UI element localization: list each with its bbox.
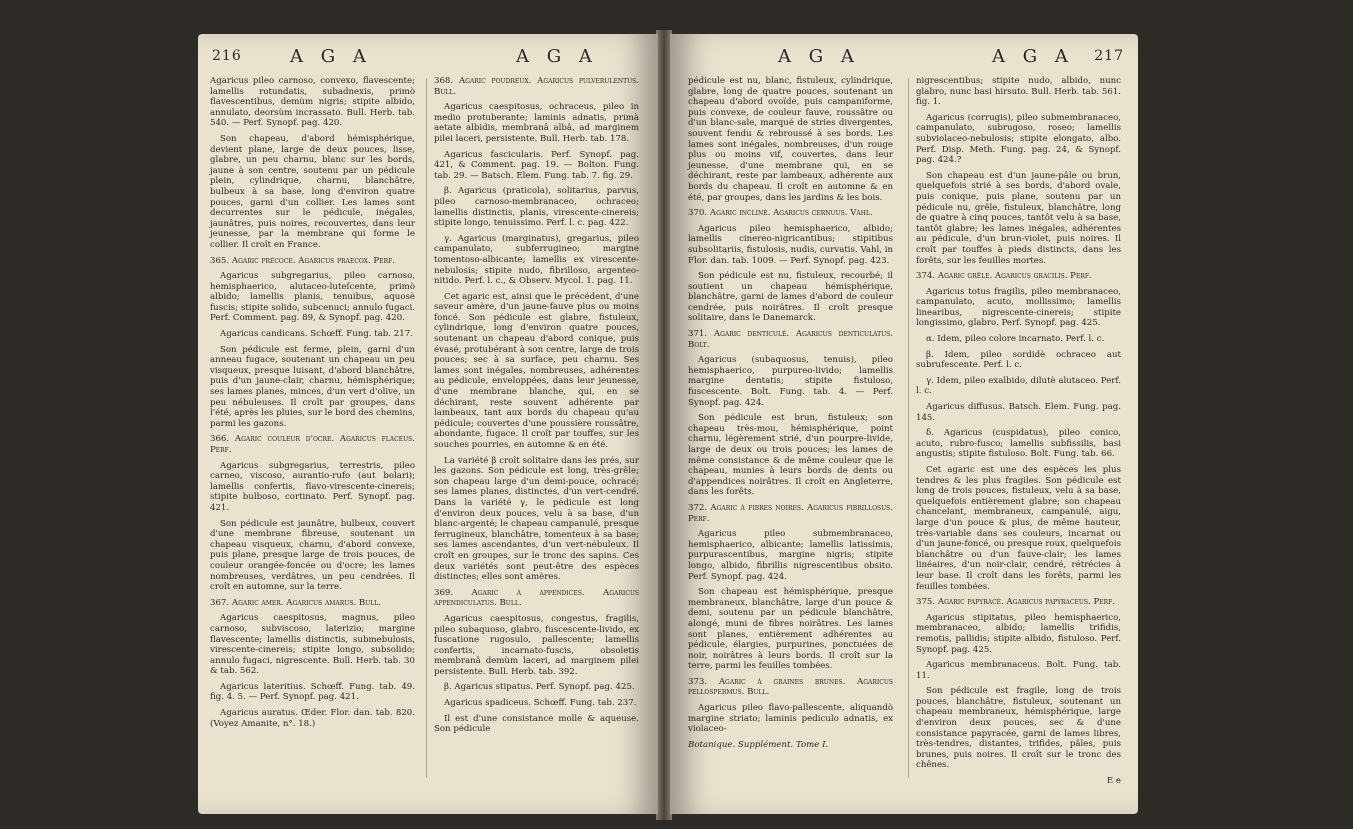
- paragraph: Agaricus totus fragilis, pileo membranaceo, campanulato, acuto, mollissimo; lamellis linearibus, nigrescente-cinereis; stipite longissimo, glabro. Perf. Synopf. pag. 425.: [916, 286, 1121, 329]
- paragraph: Son pédicule est jaunâtre, bulbeux, couvert d'une membrane fibreuse, soutenant un chapeau visqueux, charnu, d'abord convexe, puis plane, presque large de trois pouces, de couleur orangée-foncée ou d'ocre; les lames nombreuses, verdâtres, un peu cendrées. Il croît en automne, sur la terre.: [210, 518, 415, 593]
- paragraph: Agaricus auratus. Œder. Flor. dan. tab. 820. (Voyez Amanite, n°. 18.): [210, 708, 415, 729]
- paragraph: Agaricus lateritius. Schœff. Fung. tab. 49. fig. 4. 5. — Perf. Synopf. pag. 421.: [210, 681, 415, 703]
- column-rule: [908, 78, 909, 778]
- paragraph: Agaricus pileo submembranaceo, hemisphaerico, albicante; lamellis latissimis, purpurascentibus, margine nigris; stipite longo, albido, fibrillis nigrescentibus obsito. Perf. Synopf. pag. 424.: [688, 529, 893, 582]
- paragraph: Il est d'une consistance molle & aqueuse. Son pédicule: [434, 713, 639, 735]
- paragraph: Agaricus diffusus. Batsch. Elem. Fung. pag. 145.: [916, 402, 1121, 423]
- paragraph: Agaricus pileo hemisphaerico, albido; lamellis cinereo-nigricantibus; stipitibus subsolitariis, fistulosis, nudis, curvatis. Vahl, in Flor. dan. tab. 1009. — Perf. Synopf. pag. 423.: [688, 223, 893, 266]
- paragraph: δ. Agaricus (cuspidatus), pileo conico, acuto, rubro-fusco; lamellis subfissilis, basi angustis; stipite fistuloso. Bolt. Fung. tab. 66.: [916, 428, 1121, 460]
- left-page: [198, 34, 658, 814]
- paragraph: Son pédicule est ferme, plein, garni d'un anneau fugace, soutenant un chapeau un peu visqueux, presque luisant, d'abord blanchâtre, puis d'un jaune-clair, charnu, hémisphérique; ses lames planes, minces, d'un vert d'olive, un peu nébuleuses. Il croît par groupes, dans l'été, après les pluies, sur le bord des chemins, parmi les gazons.: [210, 344, 415, 429]
- paragraph: Agaricus subgregarius, pileo carnoso, hemisphaerico, alutaceo-luteſcente, primò albido; lamellis planis, tenuibus, aquosè fuscis; stipite solido, subcenuci; annulo fugaci. Perf. Comment. pag. 89, & Synopf. pag. 420.: [210, 271, 415, 324]
- paragraph: Son chapeau, d'abord hémisphérique, devient plane, large de deux pouces, lisse, glabre, un peu charnu, blanc sur les bords, jaune à son centre, soutenu par un pédicule plein, cylindrique, charnu, blanchâtre, bulbeux à sa base, long d'environ quatre pouces, garni d'un collier. Les lames sont decurrentes sur le pédicule, inégales, jaunâtres, puis noires, recouvertes, dans leur jeunesse, par la membrane qui forme le collier. Il croît en France.: [210, 133, 415, 250]
- paragraph: Son pédicule est nu, fistuleux, recourbé; il soutient un chapeau hémisphérique, blanchâtre, garni de lames d'abord de couleur cendrée, puis noirâtres. Il croît presque solitaire, dans le Danemarck.: [688, 271, 893, 324]
- paragraph: Agaricus fascicularis. Perf. Synopf. pag. 421, & Comment. pag. 19. — Bolton. Fung. tab. 29. — Batsch. Elem. Fung. tab. 7. fig. 29.: [434, 149, 639, 181]
- paragraph: Cet agaric est, ainsi que le précédent, d'une saveur amère, d'un jaune-fauve plus ou moins foncé. Son pédicule est glabre, fistuleux, cylindrique, long d'environ quatre pouces, soutenant un chapeau d'abord conique, puis évasé, protubérant à son centre, large de trois pouces; sec à sa surface, peu charnu. Ses lames sont inégales, nombreuses, adhérentes au pédicule, enveloppées, dans leur jeunesse, d'une membrane blanche, qui, en se déchirant, reste souvent adhérente par lambeaux, tant aux bords du chapeau qu'au pédicule; couvertes d'une poussière roussâtre, abondante, fugace. Il croît par touffes, sur les souches pourries, en automne & en été.: [434, 291, 639, 450]
- right-column-2: [916, 76, 1121, 792]
- paragraph: γ. Idem, pileo exalbido, dilutè alutaceo. Perf. l. c.: [916, 375, 1121, 397]
- paragraph: Agaricus (corrugis), pileo submembranaceo, campanulato, subrugoso, roseo; lamellis subviolaceo-nebulosis; stipite elongato, albo. Perf. Disp. Meth. Fung. pag. 24, & Synopf. pag. 424.?: [916, 112, 1121, 166]
- column-rule: [426, 78, 427, 778]
- entry-heading: 366. Agaric couleur d'ocre. Agaricus flaceus. Perf.: [210, 434, 415, 455]
- paragraph: Agaricus caespitosus, magnus, pileo carnoso, subviscoso, laterizio; margine flavescente; lamellis distinctis, submebulosis, virescente-cinereis; stipite longo, subsolido; annulo fugaci, nigrescente. Bull. Herb. tab. 30 & tab. 562.: [210, 613, 415, 677]
- paragraph: α. Idem, pileo colore incarnato. Perf. l. c.: [926, 334, 1105, 345]
- paragraph: Agaricus caespitosus, ochraceus, pileo in medio protuberante; laminis adnatis, primà aetate albidis, membranâ albâ, ad marginem pilei laceri, persistente. Bull. Herb. tab. 178.: [434, 102, 639, 144]
- paragraph: Son chapeau est hémisphérique, presque membraneux, blanchâtre, large d'un pouce & demi, soutenu par un pédicule blanchâtre, alongé, muni de fibres noirâtres. Les lames sont planes, entièrement adhérentes au pédicule, élargies, purpurines, ponctuées de noir, noirâtres à leurs bords. Il croît sur la terre, parmi les feuilles tombées.: [688, 587, 893, 672]
- entry-heading: 374. Agaric grêle. Agaricus gracilis. Perf.: [916, 271, 1092, 282]
- page-footer-signature: Botanique. Supplément. Tome I.: [688, 739, 829, 750]
- entry-heading: 368. Agaric poudreux. Agaricus pulverulentus. Bull.: [434, 76, 639, 97]
- right-column-1: [688, 76, 893, 755]
- paragraph: Son pédicule est fragile, long de trois pouces, blanchâtre, fistuleux, soutenant un chapeau membraneux, hémisphérique, large d'environ deux pouces, sec & d'une consistance papyracée, garni de lames libres, très-tendres, distantes, trifides, pâles, puis brunes, puis noires. Il croît sur le tronc des chênes.: [916, 686, 1121, 771]
- entry-heading: 373. Agaric à graines brunes. Agaricus pellospermus. Bull.: [688, 676, 893, 698]
- paragraph: Son chapeau est d'un jaune-pâle ou brun, quelquefois strié à ses bords, d'abord ovale, puis conique, puis plane, soutenu par un pédicule nu, grêle, fistuleux, blanchâtre, long de quatre à cinq pouces, tantôt velu à sa base, tantôt glabre; les lames inégales, adhérentes au pédicule, d'un brun-violet, puis noires. Il croît par touffes à pieds distincts, dans les forêts, sur les feuilles mortes.: [916, 170, 1121, 266]
- paragraph: β. Agaricus (praticola), solitarius, parvus, pileo carnoso-membranaceo, ochraceo; lamellis distinctis, planis, virescente-cinereis; stipite longo, tenuissimo. Perf. l. c. pag. 422.: [434, 186, 639, 229]
- left-header-right: A G A: [516, 46, 598, 67]
- entry-heading: 367. Agaric amer. Agaricus amarus. Bull.: [210, 597, 381, 608]
- entry-heading: 375. Agaric papyracé. Agaricus papyraceus. Perf.: [916, 597, 1116, 608]
- paragraph: nigrescentibus; stipite nudo, albido, nunc glabro, nunc basi hirsuto. Bull. Herb. tab. 561. fig. 1.: [916, 76, 1121, 108]
- paragraph: Agaricus subgregarius, terrestris, pileo carneo, viscoso, aurantio-rufo (aut bolari); lamellis confertis, flavo-virescente-cinereis; stipite bulboso, cortinato. Perf. Synopf. pag. 421.: [210, 460, 415, 513]
- paragraph: Agaricus stipitatus, pileo hemisphaerico, membranaceo, albido; lamellis trifidis, remotis, pallidis; stipite albido, fistuloso. Perf. Synopf. pag. 425.: [916, 612, 1121, 655]
- paragraph: Agaricus (subaquosus, tenuis), pileo hemisphaerico, purpureo-livido; lamellis margine dentatis; stipite fistuloso, fuscescente. Bolt. Fung. tab. 4. — Perf. Synopf. pag. 424.: [688, 355, 893, 408]
- entry-heading: 370. Agaric incliné. Agaricus cernuus. Vahl.: [688, 208, 873, 219]
- paragraph: β. Agaricus stipatus. Perf. Synopf. pag. 425.: [444, 682, 635, 693]
- paragraph: Agaricus membranaceus. Bolt. Fung. tab. 11.: [916, 660, 1121, 681]
- paragraph: γ. Agaricus (marginatus), gregarius, pileo campanulato, subferrugineo; margine tomentoso-albicante; lamellis ex virescente-nebulosis; stipite nudo, fibrilloso, argenteo-nitido. Perf. l. c., & Observ. Mycol. 1. pag. 11.: [434, 233, 639, 287]
- entry-heading: 372. Agaric à fibres noires. Agaricus fibrillosus. Perf.: [688, 502, 893, 524]
- left-column-1: [210, 76, 415, 734]
- paragraph: pédicule est nu, blanc, fistuleux, cylindrique, glabre, long de quatre pouces, soutenant un chapeau d'abord ovoïde, puis campaniforme, puis convexe, de couleur fauve, roussâtre ou d'un blanc-sale, marqué de stries divergentes, souvent fendu & rebroussé à ses bords. Les lames sont inégales, nombreuses, d'un rouge plus ou moins vif, couvertes, dans leur jeunesse, d'une membrane qui, en se déchirant, reste par lambeaux, adhérente aux bords du chapeau. Il croît en automne & en été, par groupes, dans les jardins & les bois.: [688, 76, 893, 203]
- right-page-number: 217: [1094, 48, 1124, 64]
- entry-heading: 369. Agaric à appendices. Agaricus appendiculatus. Bull.: [434, 587, 639, 609]
- paragraph: La variété β croît solitaire dans les prés, sur les gazons. Son pédicule est long, très-grêle; son chapeau large d'un demi-pouce, ochracé; ses lames planes, distinctes, d'un vert-cendré. Dans la variété γ, le pédicule est long d'environ deux pouces, velu à sa base, d'un blanc-argenté; le chapeau campanulé, presque ferrugineux, blanchâtre, tomenteux à sa base; ses lames ascendantes, d'un vert-nébuleux. Il croît en groupes, sur le tronc des sapins. Ces deux variétés sont peut-être des espèces distinctes; elles sont amères.: [434, 455, 639, 583]
- paragraph: β. Idem, pileo sordidè ochraceo aut subrufescente. Perf. l. c.: [916, 349, 1121, 371]
- right-header-right: A G A: [992, 46, 1074, 67]
- left-page-header: [198, 46, 658, 72]
- right-page: [670, 34, 1138, 814]
- right-header-left: A G A: [778, 46, 860, 67]
- paragraph: Agaricus candicans. Schœff. Fung. tab. 217.: [220, 329, 413, 340]
- paragraph: Son pédicule est brun, fistuleux; son chapeau très-mou, hémisphérique, point charnu, légèrement strié, d'un pourpre-livide, large de deux ou trois pouces; les lames de même consistance & de même couleur que le chapeau, munies à leurs bords de dents ou d'appendices noirâtres. Il croît en Angleterre, dans les forêts.: [688, 413, 893, 498]
- left-header-left: A G A: [290, 46, 372, 67]
- paragraph: Agaricus pileo carnoso, convexo, flavescente; lamellis rotundatis, subadnexis, primò flavescentibus, demùm nigris; stipite albido, annulato, deorsùm incrassato. Bull. Herb. tab. 540. — Perf. Synopf. pag. 420.: [210, 76, 415, 129]
- paragraph: Cet agaric est une des espèces les plus tendres & les plus fragiles. Son pédicule est long de trois pouces, fistuleux, velu à sa base, quelquefois entièrement glabre; son chapeau chancelant, membraneux, campanulé, aigu, large d'un pouce & plus, de même hauteur, très-variable dans ses couleurs, incarnat ou d'un jaune-foncé, ou presque roux, quelquefois blanchâtre ou d'un fauve-clair; les lames linéaires, d'un noir-clair, cendré, rétrécies à leur base. Il croît dans les forêts, parmi les feuilles tombées.: [916, 465, 1121, 592]
- paragraph: Agaricus caespitosus, congestus, fragilis, pileo subaquoso, glabro, fuscescente-livido, ex fuscatione rugosulo, pallescente; lamellis confertis, incarnato-fuscis, obsoletis membranâ demùm laceri, ad marginem pilei persistente. Bull. Herb. tab. 392.: [434, 613, 639, 677]
- entry-heading: 371. Agaric denticulé. Agaricus denticulatus. Bolt.: [688, 329, 893, 350]
- left-page-number: 216: [212, 48, 242, 64]
- signature-mark: E e: [1106, 776, 1121, 787]
- left-column-2: [434, 76, 639, 740]
- paragraph: Agaricus pileo flavo-pallescente, aliquandò margine striato; laminis pediculo adnatis, ex violaceo-: [688, 703, 893, 735]
- paragraph: Agaricus spadiceus. Schœff. Fung. tab. 237.: [444, 698, 637, 709]
- entry-heading: 365. Agaric précoce. Agaricus praecox. Perf.: [210, 255, 395, 266]
- right-page-header: [670, 46, 1138, 72]
